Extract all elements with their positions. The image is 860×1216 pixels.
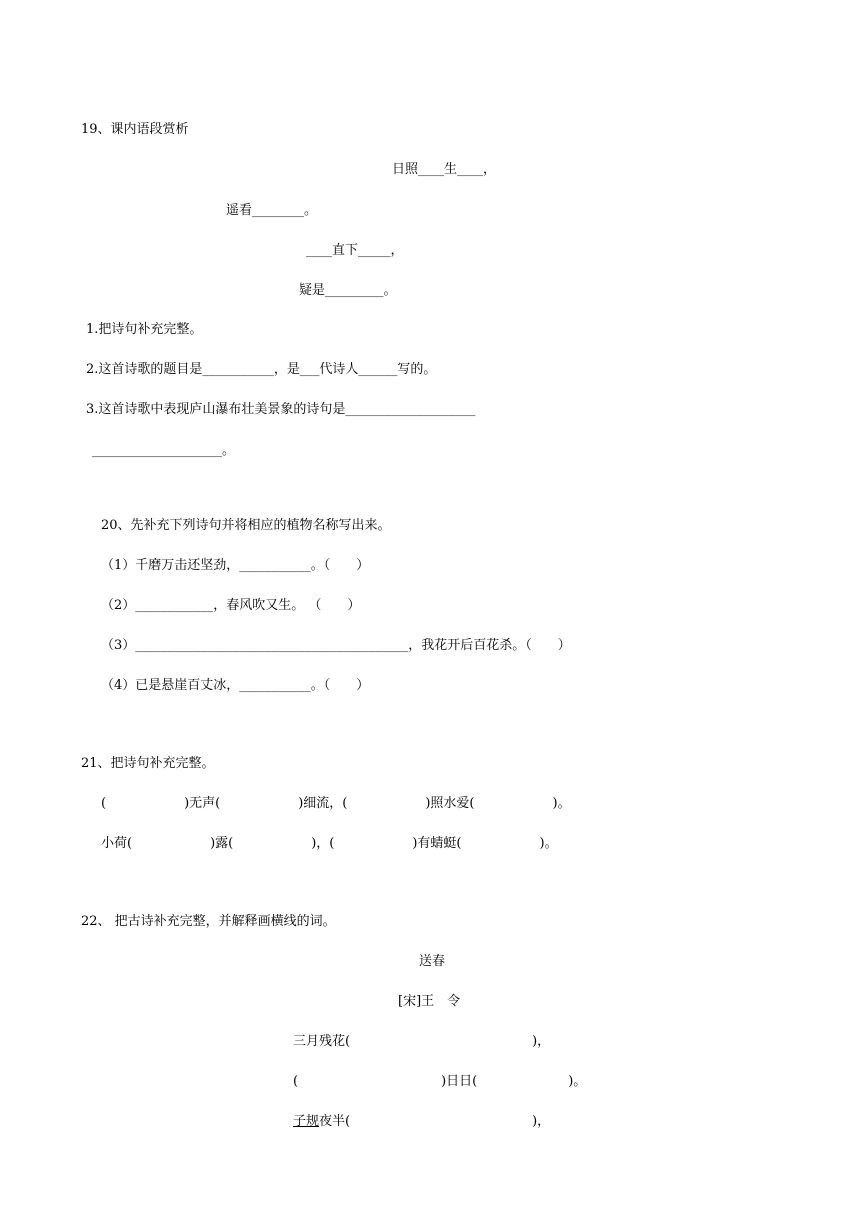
poem-line-4: 疑是_________。 [299,283,397,298]
q21-line-1: ( )无声( )细流，( )照水爱( )。 [101,796,571,811]
poem-line-2: 遥看________。 [226,203,318,218]
underlined-word: 子规 [293,1114,320,1129]
q20-item-2: （2）____________，春风吹又生。 （ ） [101,598,361,613]
question-20-title: 20、先补充下列诗句并将相应的植物名称写出来。 [101,518,391,533]
q19-item-1: 1.把诗句补充完整。 [86,322,203,337]
q20-item-1: （1）千磨万击还坚劲，___________。（ ） [101,558,370,573]
question-19-title: 19、课内语段赏析 [81,122,189,137]
question-21-title: 21、把诗句补充完整。 [81,756,215,771]
q20-item-4: （4）已是悬崖百丈冰，___________。（ ） [101,678,370,693]
q20-item-3: （3）__________________________________________，我花开后百花杀。（ ） [101,638,571,653]
q19-item-2: 2.这首诗歌的题目是___________，是___代诗人______写的。 [86,362,437,377]
poem-line-1: 日照____生____， [392,162,497,177]
poem-author: [宋]王 令 [398,994,461,1009]
q19-item-3: 3.这首诗歌中表现庐山瀑布壮美景象的诗句是____________________ [86,402,476,417]
q21-line-2: 小荷( )露( )，( )有蜻蜓( )。 [101,836,558,851]
q22-line-3-rest: 夜半( )， [319,1114,551,1129]
question-22-title: 22、 把古诗补充完整，并解释画横线的词。 [81,914,336,929]
q22-line-3 [293,1113,550,1131]
poem-line-3: ____直下_____， [306,243,404,258]
poem-title: 送春 [419,954,446,969]
q22-line-1: 三月残花( )， [293,1034,551,1049]
q19-item-3-continuation: ____________________。 [92,443,236,458]
q22-line-2: ( )日日( )。 [293,1074,587,1089]
